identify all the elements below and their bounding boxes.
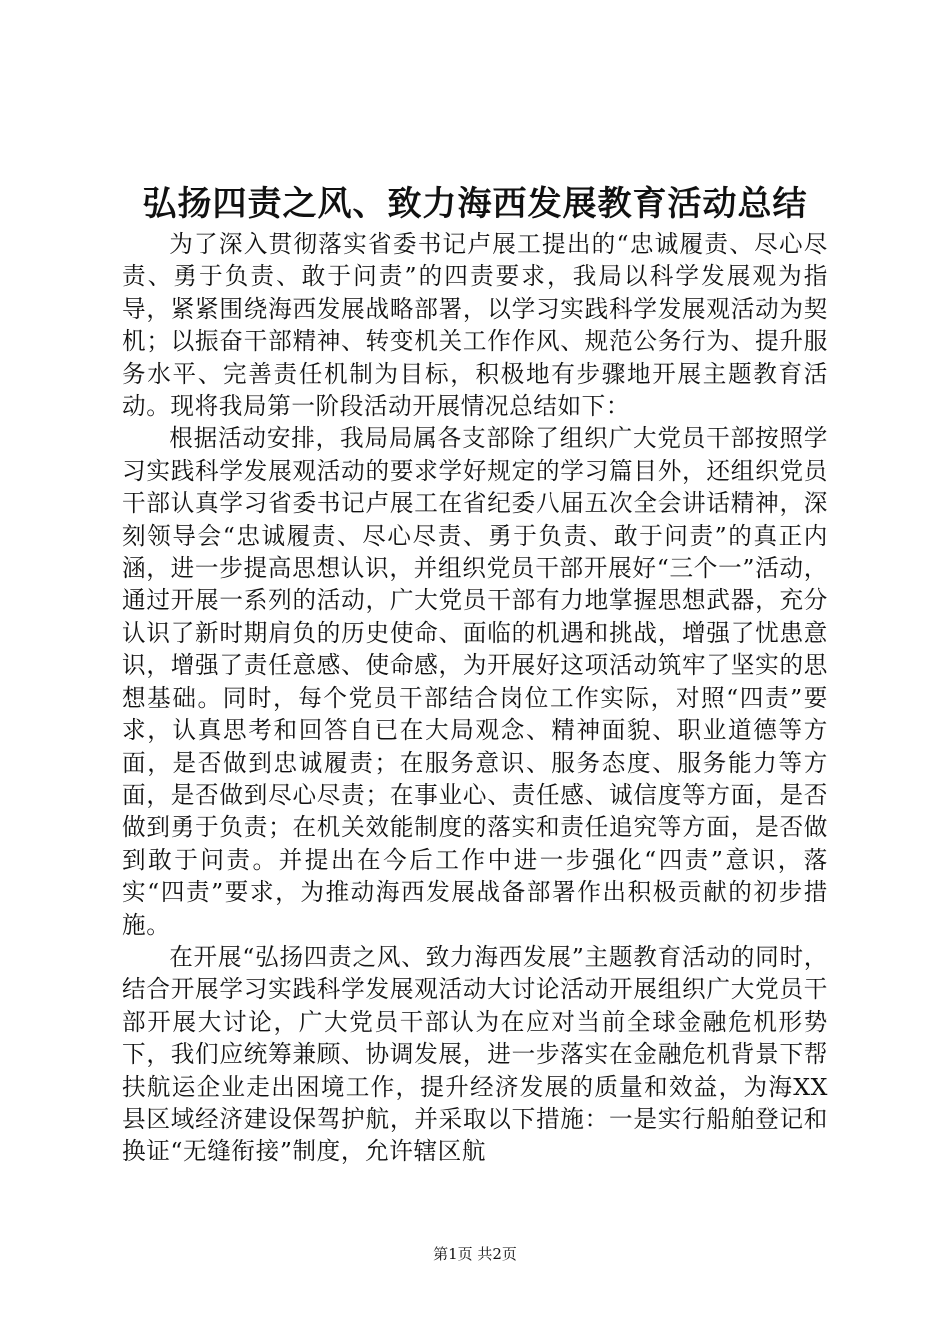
paragraph-2: 根据活动安排，我局局属各支部除了组织广大党员干部按照学习实践科学发展观活动的要求学好规定的学习篇目外，还组织党员干部认真学习省委书记卢展工在省纪委八届五次全会讲话精神，深刻领导会“忠诚履责、尽心尽责、勇于负责、敢于问责”的真正内涵，进一步提高思想认识，并组织党员干部开展好“三个一”活动，通过开展一系列的活动，广大党员干部有力地掌握思想武器，充分认识了新时期肩负的历史使命、面临的机遇和挑战，增强了忧患意识，增强了责任意感、使命感，为开展好这项活动筑牢了坚实的思想基础。同时，每个党员干部结合岗位工作实际，对照“四责”要求，认真思考和回答自已在大局观念、精神面貌、职业道德等方面，是否做到忠诚履责；在服务意识、服务态度、服务能力等方面，是否做到尽心尽责；在事业心、责任感、诚信度等方面，是否做到勇于负责；在机关效能制度的落实和责任追究等方面，是否做到敢于问责。并提出在今后工作中进一步强化“四责”意识，落实“四责”要求，为推动海西发展战备部署作出积极贡献的初步措施。 [122,424,828,939]
page-footer: 第1页 共2页 [433,1245,517,1263]
document-title: 弘扬四责之风、致力海西发展教育活动总结 [142,184,808,224]
paragraph-1: 为了深入贯彻落实省委书记卢展工提出的“忠诚履责、尽心尽责、勇于负责、敢于问责”的四责要求，我局以科学发展观为指导，紧紧围绕海西发展战略部署，以学习实践科学发展观活动为契机；以振奋干部精神、转变机关工作作风、规范公务行为、提升服务水平、完善责任机制为目标，积极地有步骤地开展主题教育活动。现将我局第一阶段活动开展情况总结如下： [122,230,828,421]
document-body [122,228,828,1168]
paragraph-3: 在开展“弘扬四责之风、致力海西发展”主题教育活动的同时，结合开展学习实践科学发展观活动大讨论活动开展组织广大党员干部开展大讨论，广大党员干部认为在应对当前全球金融危机形势下，我们应统筹兼顾、协调发展，进一步落实在金融危机背景下帮扶航运企业走出困境工作，提升经济发展的质量和效益，为海XX县区域经济建设保驾护航，并采取以下措施：一是实行船舶登记和换证“无缝衔接”制度，允许辖区航 [122,942,828,1166]
